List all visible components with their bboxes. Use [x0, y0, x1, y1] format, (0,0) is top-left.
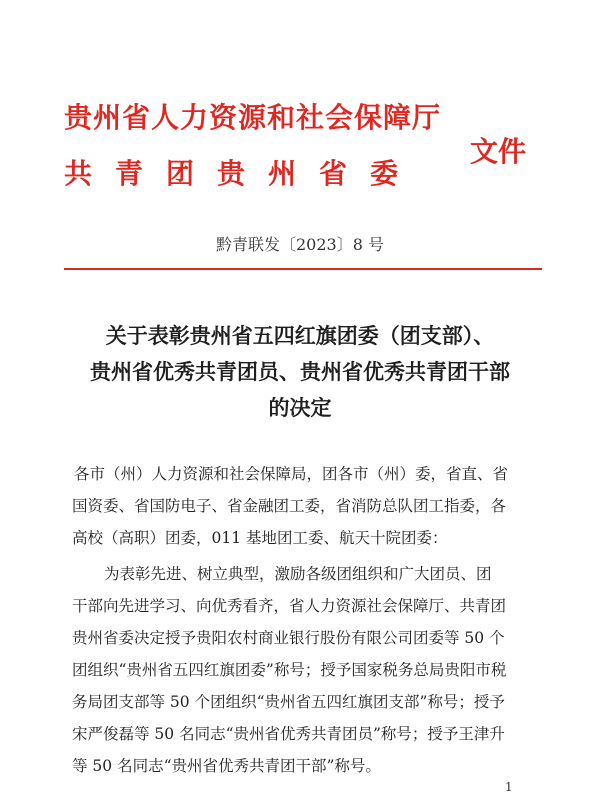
issuer-line-youth-league: 共青团贵州省委 — [64, 157, 422, 190]
page-number: 1 — [505, 780, 513, 794]
body-line-5: 务局团支部等 50 个团组织“贵州省五四红旗团支部”称号；授予 — [72, 693, 505, 711]
body-line-7: 等 50 名同志“贵州省优秀共青团干部”称号。 — [72, 757, 381, 775]
document-number: 黔青联发〔2023〕8 号 — [216, 235, 384, 254]
body-line-1: 为表彰先进、树立典型，激励各级团组织和广大团员、团 — [104, 565, 492, 583]
addressee-line-3: 高校（高职）团委，011 基地团工委、航天十院团委： — [72, 529, 448, 547]
body-line-6: 宋严俊磊等 50 名同志“贵州省优秀共青团员”称号；授予王津升 — [72, 725, 505, 743]
title-line-3: 的决定 — [268, 395, 332, 420]
issuer-line-hrss: 贵州省人力资源和社会保障厅 — [64, 101, 442, 134]
body-line-2: 干部向先进学习、向优秀看齐，省人力资源社会保障厅、共青团 — [72, 597, 507, 615]
title-line-2: 贵州省优秀共青团员、贵州省优秀共青团干部 — [90, 359, 510, 384]
body-line-3: 贵州省委决定授予贵阳农村商业银行股份有限公司团委等 50 个 — [72, 629, 505, 647]
addressee-line-2: 国资委、省国防电子、省金融团工委，省消防总队团工指委，各 — [72, 497, 507, 515]
red-divider — [64, 268, 542, 270]
title-line-1: 关于表彰贵州省五四红旗团委（团支部）、 — [105, 323, 495, 348]
addressee-line-1: 各市（州）人力资源和社会保障局，团各市（州）委，省直、省 — [74, 465, 509, 483]
body-line-4: 团组织“贵州省五四红旗团委”称号；授予国家税务总局贵阳市税 — [72, 661, 507, 679]
document-suffix: 文件 — [470, 135, 527, 168]
